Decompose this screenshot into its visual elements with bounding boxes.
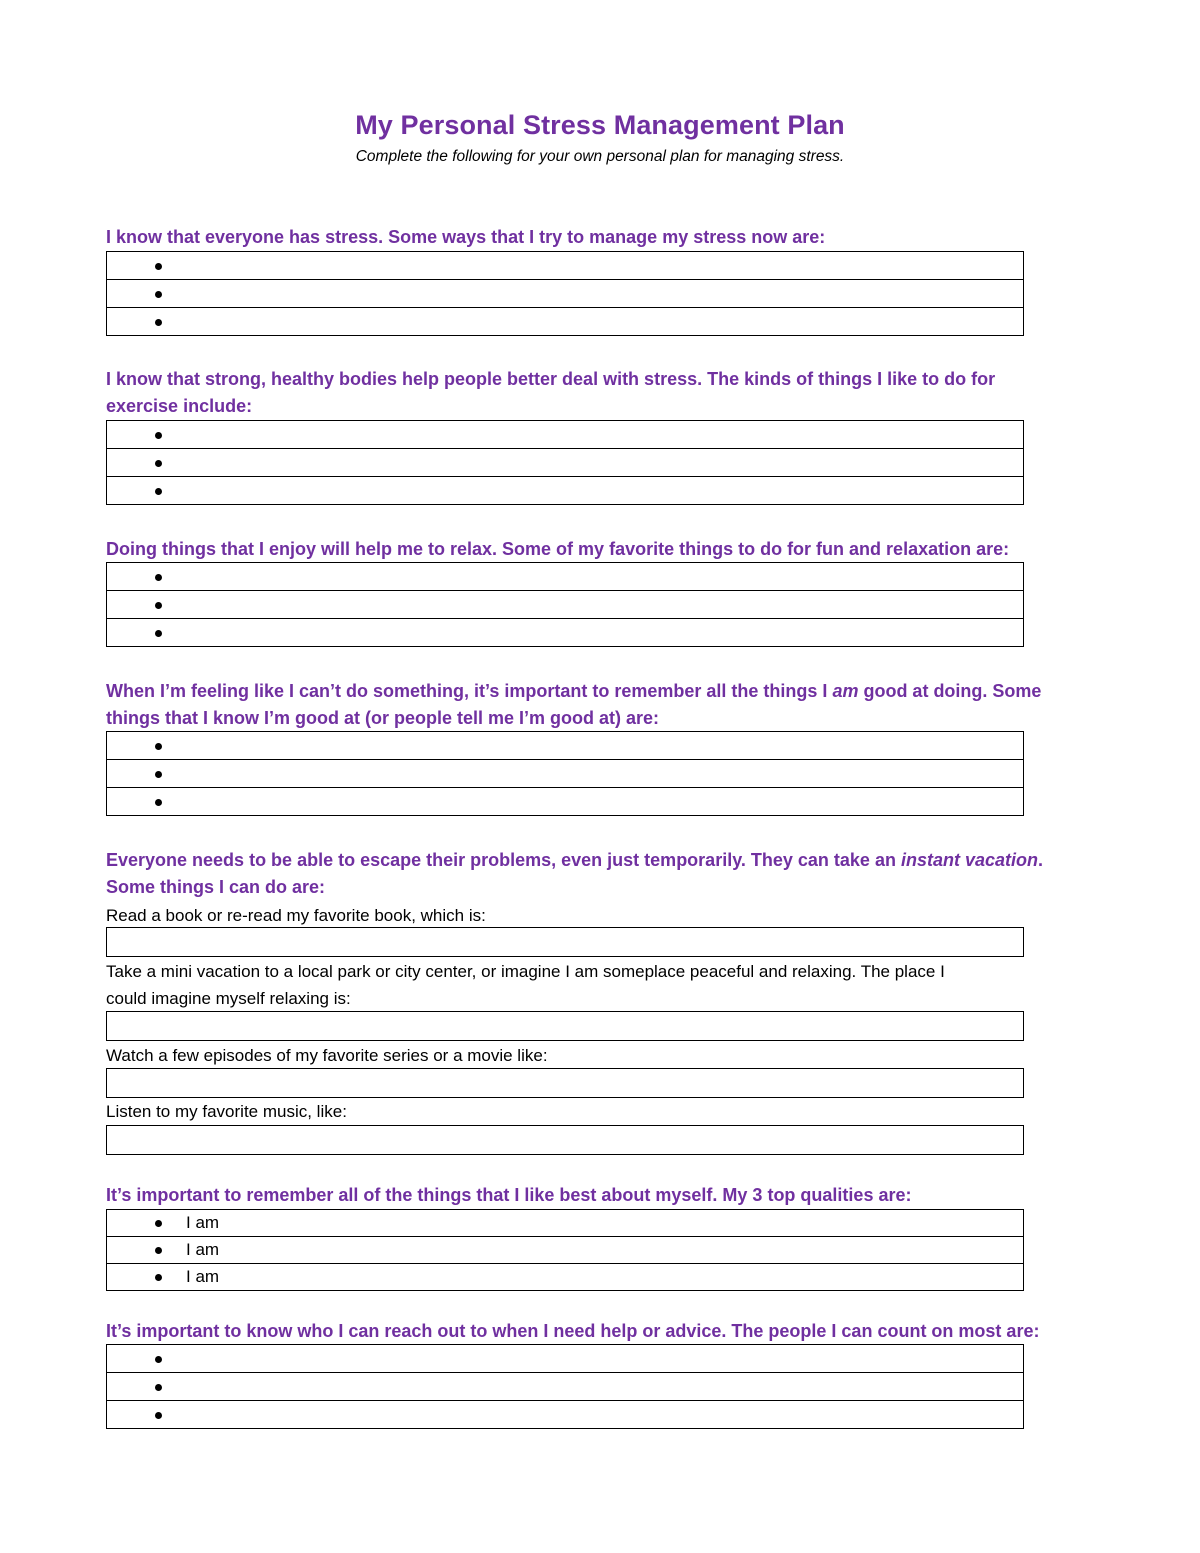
section-qualities-heading: It’s important to remember all of the things that I like best about myself. My 3 top qualities are: — [106, 1185, 912, 1205]
section-relax-heading: Doing things that I enjoy will help me to relax. Some of my favorite things to do for fun and relaxation are: — [106, 539, 1010, 559]
section-vacation-heading — [106, 847, 1116, 901]
answer-row[interactable] — [107, 619, 1024, 647]
quality-row[interactable] — [107, 1210, 1024, 1237]
answer-row[interactable] — [107, 308, 1024, 336]
music-answer-field[interactable] — [107, 1126, 1024, 1155]
emphasis-instant-vacation: instant vacation — [900, 850, 1038, 870]
place-label-line1: Take a mini vacation to a local park or city center, or imagine I am someplace peaceful and relaxing. The place I — [106, 962, 945, 981]
section-qualities-table — [106, 1209, 1024, 1291]
bullet-icon — [155, 1247, 162, 1254]
bullet-icon — [155, 263, 162, 270]
place-label — [106, 958, 1106, 1012]
quality-row[interactable] — [107, 1237, 1024, 1264]
quality-prefix: I am — [186, 1267, 220, 1287]
book-answer-field[interactable] — [107, 928, 1024, 957]
quality-prefix: I am — [186, 1240, 220, 1260]
section-good-at-heading-line2: things that I know I’m good at (or people tell me I’m good at) are: — [106, 708, 660, 728]
answer-row[interactable] — [107, 760, 1024, 788]
place-label-line2: could imagine myself relaxing is: — [106, 989, 351, 1008]
series-answer-field[interactable] — [107, 1069, 1024, 1098]
answer-row[interactable] — [107, 1345, 1024, 1373]
bullet-icon — [155, 1220, 162, 1227]
section-vacation-heading-line1-end: . — [1037, 850, 1043, 870]
page-subtitle: Complete the following for your own personal plan for managing stress. — [355, 148, 845, 165]
answer-row[interactable] — [107, 788, 1024, 816]
quality-prefix: I am — [186, 1213, 220, 1233]
bullet-icon — [155, 291, 162, 298]
bullet-icon — [155, 574, 162, 581]
section-manage-heading: I know that everyone has stress. Some ways that I try to manage my stress now are: — [106, 227, 826, 247]
bullet-icon — [155, 1384, 162, 1391]
answer-row[interactable] — [107, 252, 1024, 280]
place-field — [106, 1011, 1024, 1041]
section-vacation-heading-line2: Some things I can do are: — [106, 877, 326, 897]
book-label: Read a book or re-read my favorite book, which is: — [106, 906, 486, 925]
bullet-icon — [155, 488, 162, 495]
answer-row[interactable] — [107, 449, 1024, 477]
bullet-icon — [155, 319, 162, 326]
answer-row[interactable] — [107, 732, 1024, 760]
bullet-icon — [155, 799, 162, 806]
series-label: Watch a few episodes of my favorite series or a movie like: — [106, 1046, 548, 1065]
book-field — [106, 927, 1024, 957]
answer-row[interactable] — [107, 477, 1024, 505]
place-answer-field[interactable] — [107, 1012, 1024, 1041]
quality-row[interactable] — [107, 1264, 1024, 1291]
section-exercise-heading-line2: exercise include: — [106, 396, 253, 416]
section-vacation-heading-line1: Everyone needs to be able to escape their problems, even just temporarily. They can take an — [106, 850, 901, 870]
section-people-table — [106, 1344, 1024, 1429]
page-title: My Personal Stress Management Plan — [355, 110, 845, 140]
music-label: Listen to my favorite music, like: — [106, 1102, 347, 1121]
music-field — [106, 1125, 1024, 1155]
bullet-icon — [155, 1274, 162, 1281]
section-exercise-table — [106, 420, 1024, 505]
section-good-at-heading-line1-end: good at doing. Some — [858, 681, 1042, 701]
section-relax-table — [106, 562, 1024, 647]
section-exercise-heading-line1: I know that strong, healthy bodies help people better deal with stress. The kinds of things I like to do for — [106, 369, 996, 389]
section-manage-table — [106, 251, 1024, 336]
bullet-icon — [155, 1412, 162, 1419]
bullet-icon — [155, 743, 162, 750]
section-good-at-table — [106, 731, 1024, 816]
answer-row[interactable] — [107, 563, 1024, 591]
answer-row[interactable] — [107, 1401, 1024, 1429]
answer-row[interactable] — [107, 1373, 1024, 1401]
series-field — [106, 1068, 1024, 1098]
emphasis-am: am — [832, 681, 859, 701]
section-good-at-heading-line1: When I’m feeling like I can’t do something, it’s important to remember all the things I — [106, 681, 833, 701]
answer-row[interactable] — [107, 591, 1024, 619]
bullet-icon — [155, 630, 162, 637]
answer-row[interactable] — [107, 280, 1024, 308]
bullet-icon — [155, 1356, 162, 1363]
section-people-heading: It’s important to know who I can reach out to when I need help or advice. The people I can count on most are: — [106, 1321, 1040, 1341]
bullet-icon — [155, 432, 162, 439]
bullet-icon — [155, 460, 162, 467]
bullet-icon — [155, 771, 162, 778]
bullet-icon — [155, 602, 162, 609]
answer-row[interactable] — [107, 421, 1024, 449]
section-good-at-heading — [106, 678, 1116, 732]
section-exercise-heading — [106, 366, 1116, 420]
